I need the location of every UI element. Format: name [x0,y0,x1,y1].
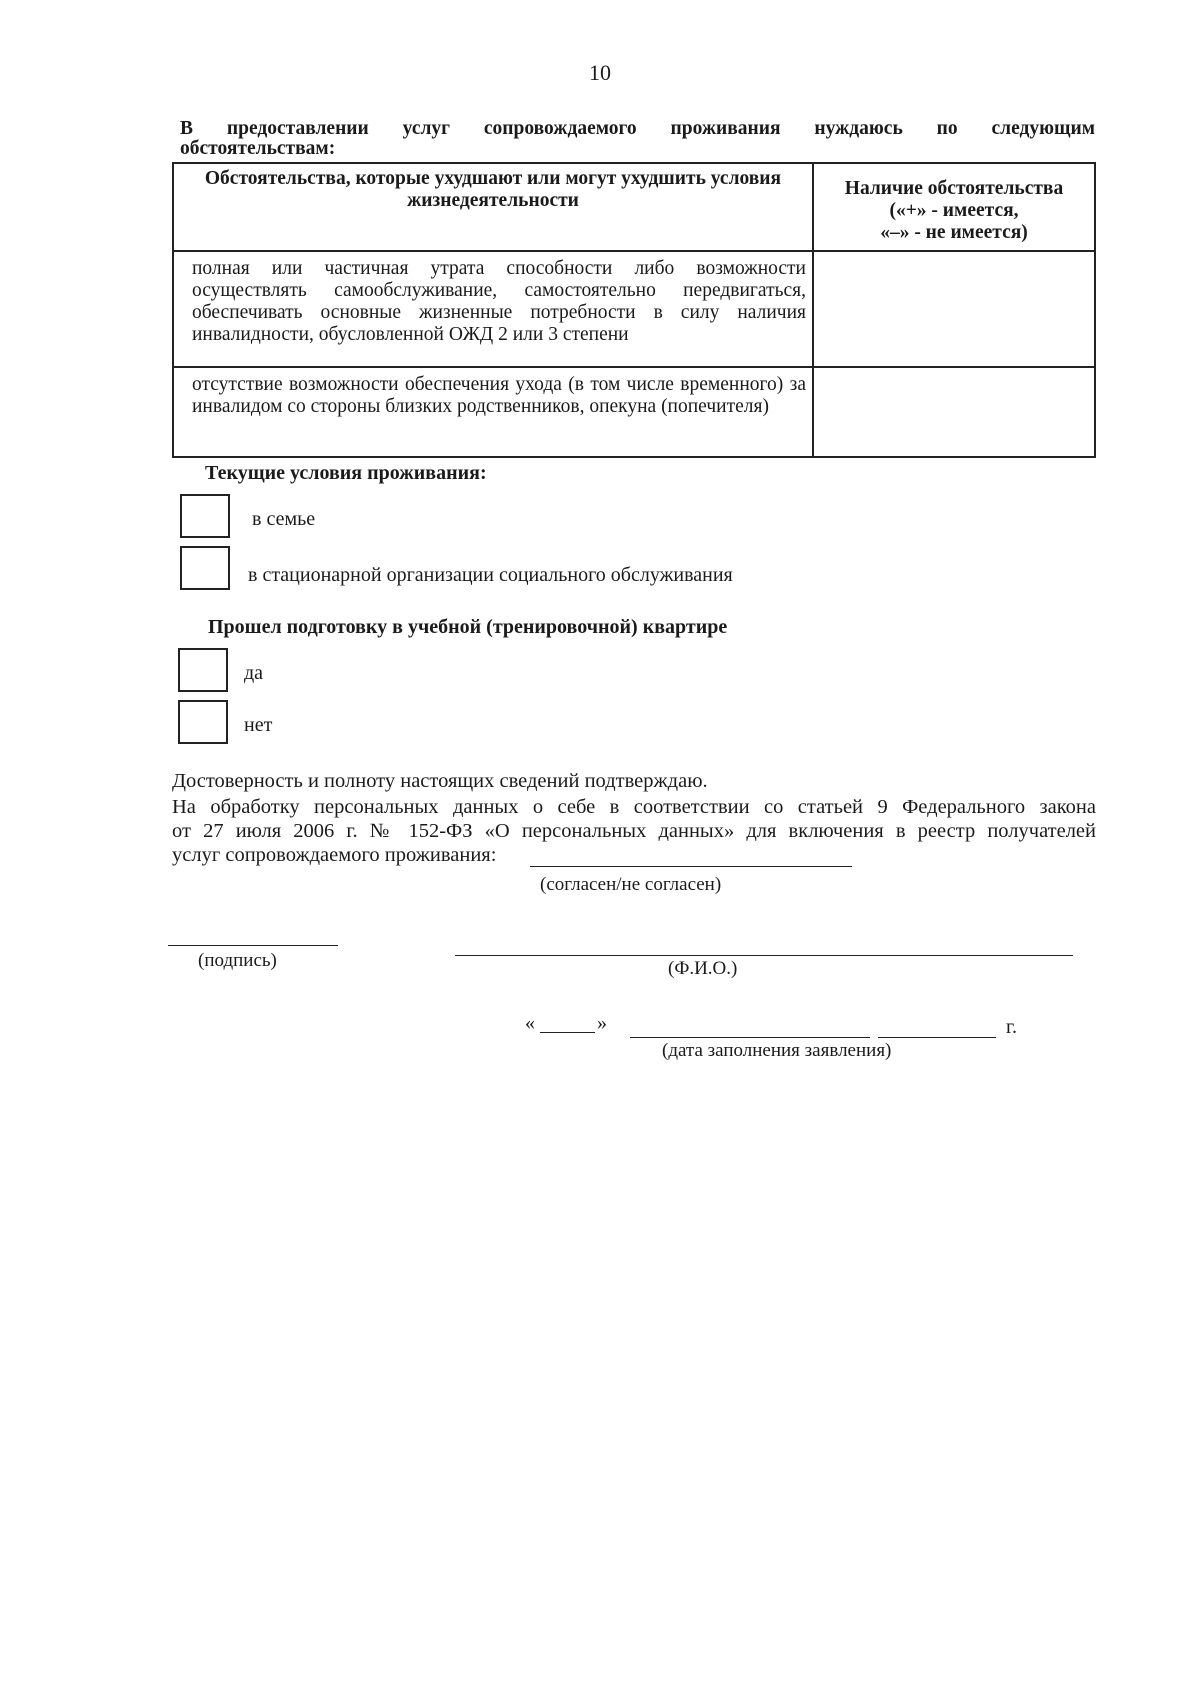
training-title: Прошел подготовку в учебной (тренировочной) квартире [208,616,728,638]
training-no-label: нет [244,714,273,736]
living-institution-label: в стационарной организации социального обслуживания [248,564,733,586]
consent-caption: (согласен/не согласен) [540,874,722,895]
col2-header-plus: («+» - имеется, [889,200,1019,221]
year-suffix: г. [1006,1016,1017,1038]
living-family-checkbox[interactable] [180,494,230,538]
table-row [173,367,1095,457]
circumstance-text: отсутствие возможности обеспечения ухода (в том числе временного) за инвалидом со стороны близких родственников, опекуна (попечителя) [173,367,813,457]
confirmation-text: Достоверность и полноту настоящих сведений подтверждаю. [172,770,708,792]
date-close-quote: » [597,1012,607,1034]
date-year-line[interactable] [878,1037,996,1038]
col2-header-title: Наличие обстоятельства [844,178,1064,199]
living-institution-checkbox[interactable] [180,546,230,590]
training-yes-label: да [244,662,264,684]
consent-line3: услуг сопровождаемого проживания: [172,844,497,866]
fio-line[interactable] [455,955,1073,956]
circumstance-mark-cell[interactable] [813,367,1095,457]
intro-line2: обстоятельствам: [180,138,336,159]
table-row [173,251,1095,367]
table-header-row [173,163,1095,251]
date-caption: (дата заполнения заявления) [662,1040,892,1061]
col1-header: Обстоятельства, которые ухудшают или могут ухудшить условия жизнедеятельности [173,163,813,251]
fio-caption: (Ф.И.О.) [668,958,738,979]
circumstances-table [172,162,1096,458]
consent-answer-line[interactable] [530,866,852,867]
consent-line2: от 27 июля 2006 г. № 152-ФЗ «О персональных данных» для включения в реестр получателей [172,820,1096,842]
training-no-checkbox[interactable] [178,700,228,744]
circumstance-mark-cell[interactable] [813,251,1095,367]
living-family-label: в семье [252,508,316,530]
consent-line1: На обработку персональных данных о себе в соответствии со статьей 9 Федерального закона [172,796,1096,818]
date-day-line[interactable] [540,1032,595,1033]
page-number: 10 [589,60,611,85]
signature-caption: (подпись) [198,950,277,971]
training-yes-checkbox[interactable] [178,648,228,692]
col2-header [813,163,1095,251]
signature-line[interactable] [168,945,338,946]
date-month-line[interactable] [630,1037,870,1038]
col2-header-minus: «–» - не имеется) [880,222,1028,243]
circumstance-text: полная или частичная утрата способности либо возможности осуществлять самообслуживание, самостоятельно передвигаться, обеспечивать основные жизненные потребности в силу наличия инвалидности, обусловленной ОЖД 2 или 3 степени [173,251,813,367]
date-open-quote: « [525,1012,535,1034]
intro-line1: В предоставлении услуг сопровождаемого проживания нуждаюсь по следующим [180,118,1095,139]
living-conditions-title: Текущие условия проживания: [205,462,487,484]
